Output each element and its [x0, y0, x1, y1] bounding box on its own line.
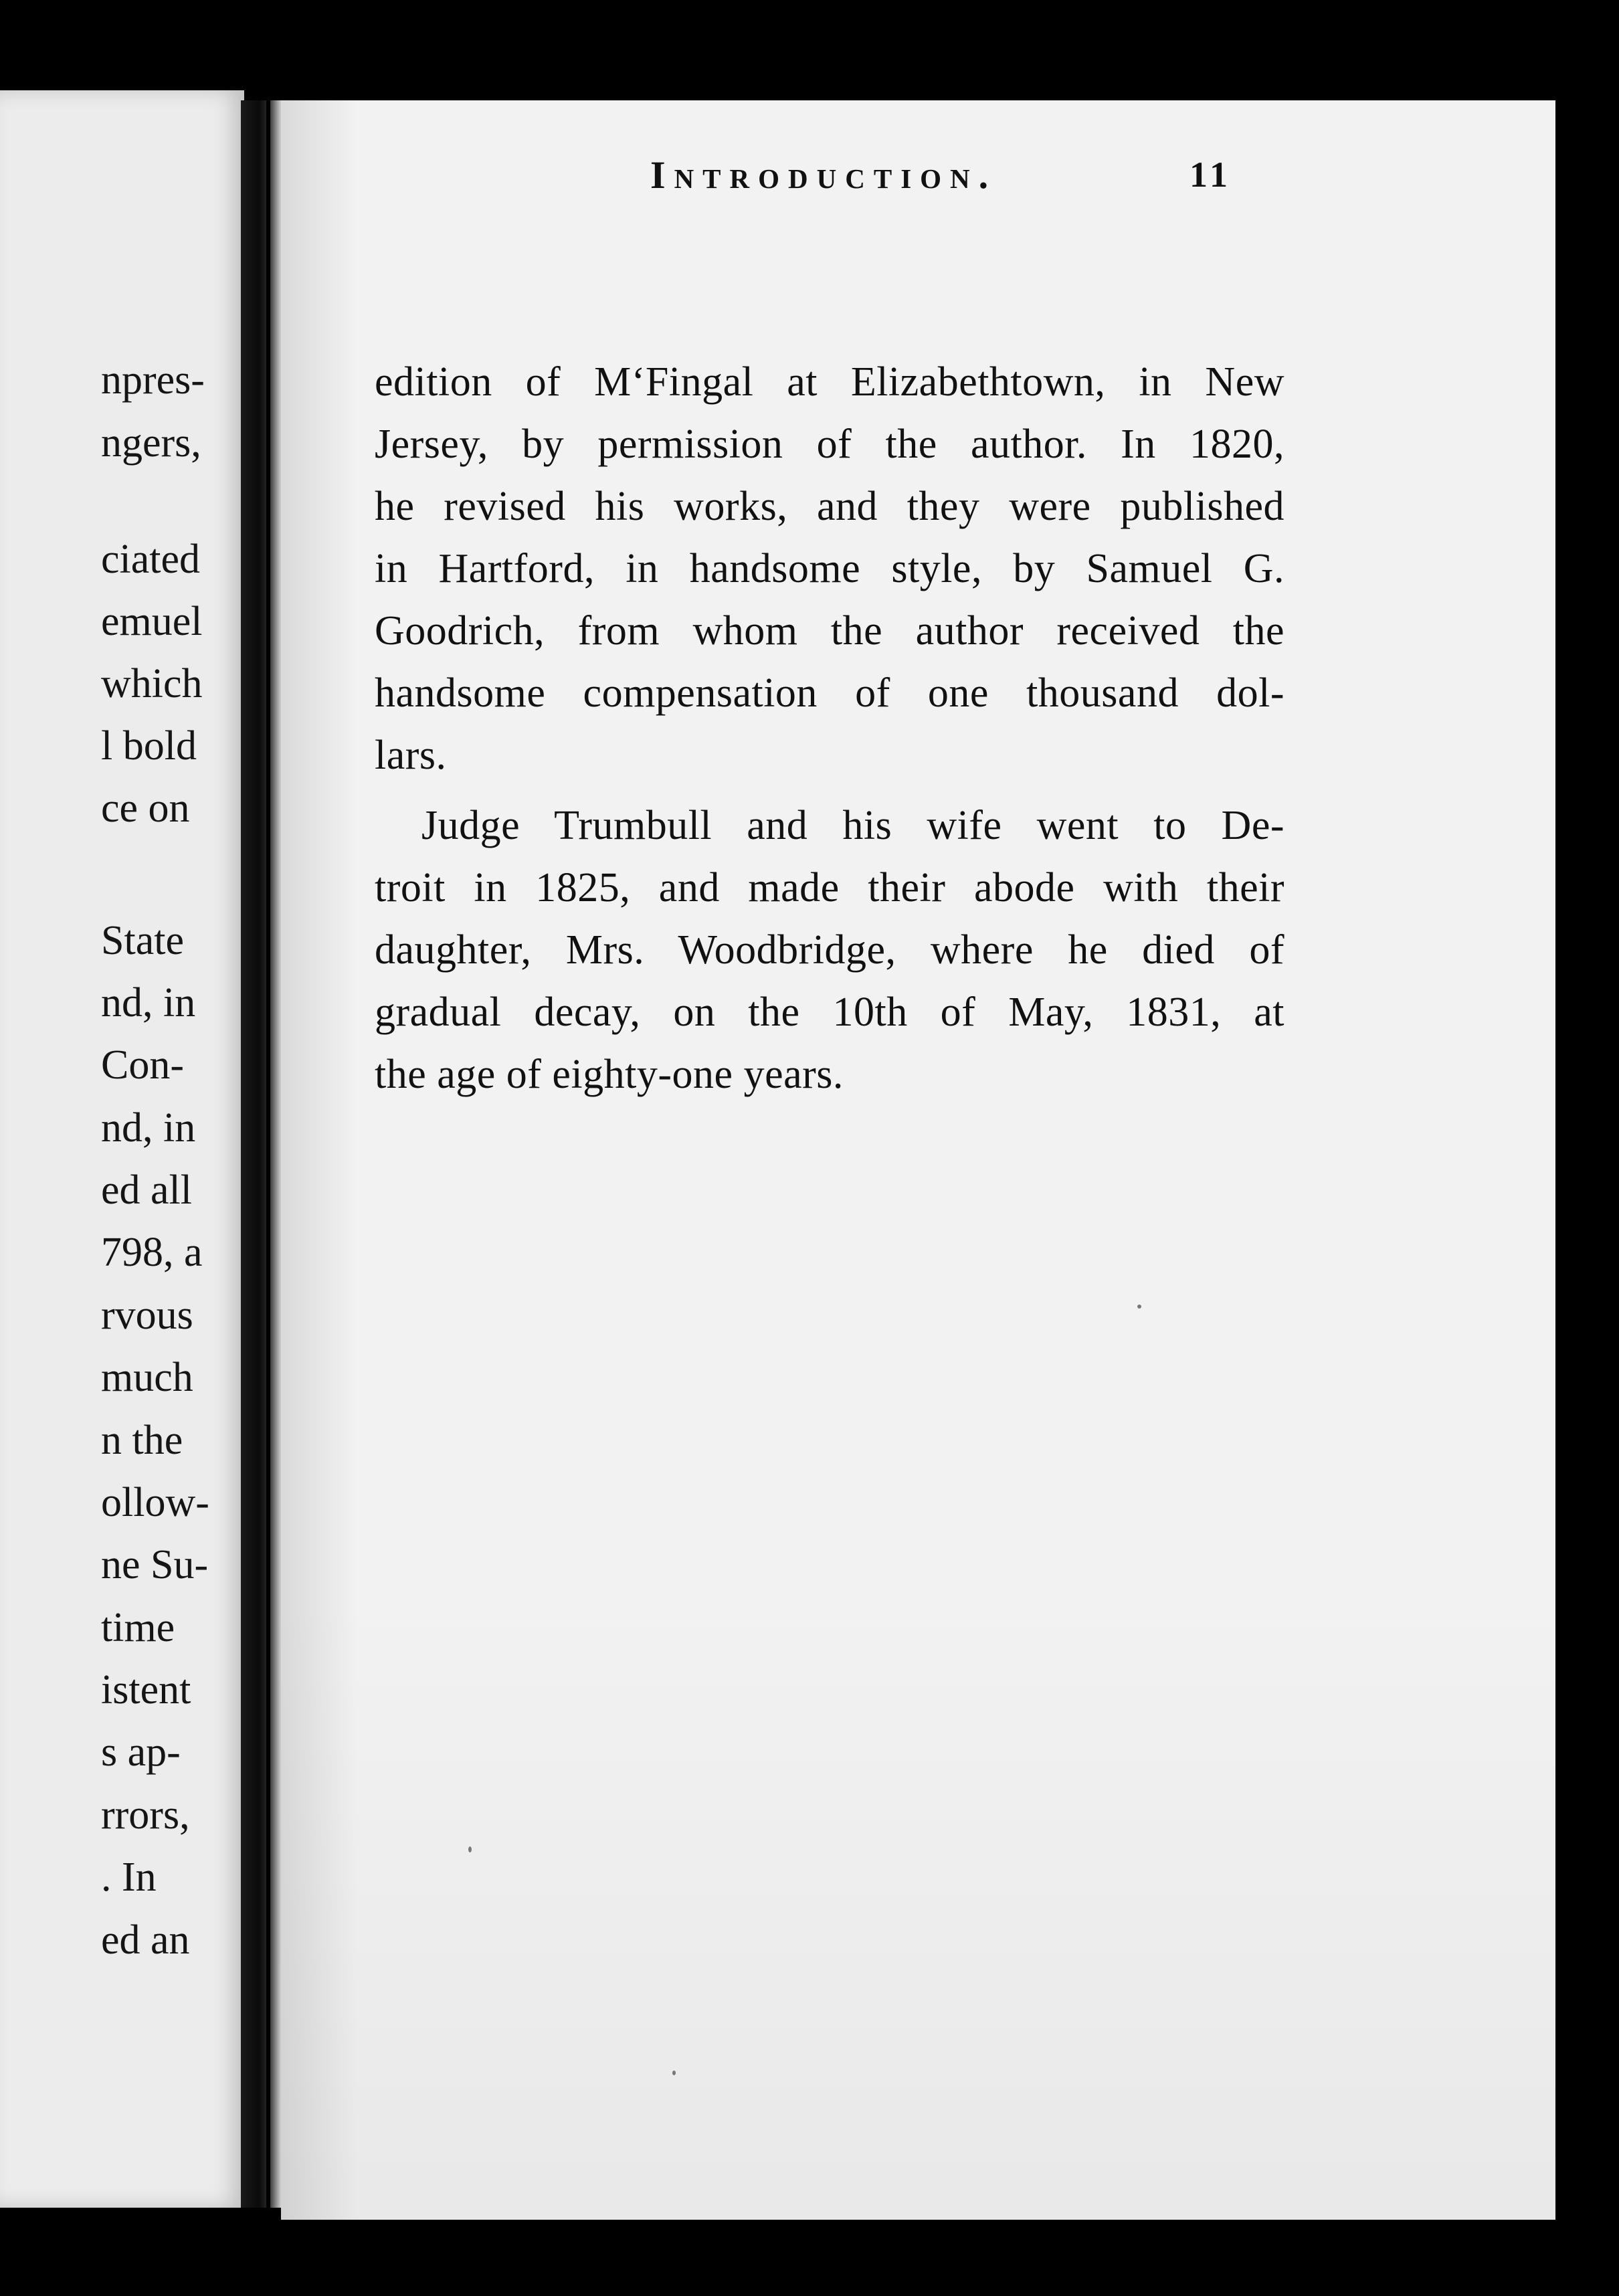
previous-page-line: State	[101, 918, 184, 963]
previous-page-line: which	[101, 661, 203, 706]
previous-page-line: Con-	[101, 1042, 184, 1088]
text-line: edition of M‘Fingal at Elizabethtown, in New	[375, 359, 1284, 405]
running-title: Introduction.	[650, 153, 997, 197]
previous-page-line: ne Su-	[101, 1542, 209, 1588]
text-line: gradual decay, on the 10th of May, 1831, at	[375, 989, 1284, 1035]
previous-page-line: n the	[101, 1418, 183, 1463]
previous-page-line: rrors,	[101, 1792, 190, 1838]
previous-page-line: time	[101, 1605, 175, 1650]
previous-page-line: much	[101, 1355, 193, 1400]
text-line: lars.	[375, 733, 447, 778]
spine-shadow-line	[266, 100, 270, 2208]
previous-page-line: ed an	[101, 1917, 190, 1963]
text-line: the age of eighty-one years.	[375, 1052, 844, 1097]
paper-speck	[1137, 1305, 1141, 1309]
text-line: daughter, Mrs. Woodbridge, where he died of	[375, 927, 1284, 973]
previous-page-line: ciated	[101, 537, 201, 582]
previous-page-line: ollow-	[101, 1480, 209, 1525]
previous-page-line: s ap-	[101, 1729, 181, 1775]
previous-page-line: l bold	[101, 723, 197, 769]
running-head	[365, 153, 1274, 206]
paper-speck	[468, 1846, 472, 1852]
text-line: troit in 1825, and made their abode with their	[375, 865, 1284, 911]
previous-page-line: ngers,	[101, 420, 201, 466]
previous-page-line: ce on	[101, 785, 190, 831]
book-gutter	[241, 100, 281, 2208]
previous-page-line: nd, in	[101, 980, 196, 1026]
text-line: he revised his works, and they were published	[375, 484, 1284, 529]
previous-page-line: npres-	[101, 357, 205, 403]
paper-speck	[672, 2071, 676, 2075]
previous-page-line: ed all	[101, 1167, 192, 1213]
text-line: in Hartford, in handsome style, by Samuel G.	[375, 546, 1284, 591]
text-line: handsome compensation of one thousand dol-	[375, 670, 1284, 716]
previous-page-line: nd, in	[101, 1105, 196, 1151]
text-line: Judge Trumbull and his wife went to De-	[421, 803, 1284, 848]
previous-page-line: rvous	[101, 1293, 193, 1338]
previous-page-line: istent	[101, 1667, 191, 1713]
text-line: Jersey, by permission of the author. In 1820,	[375, 421, 1284, 467]
previous-page-line: 798, a	[101, 1230, 203, 1275]
previous-page	[0, 90, 244, 2208]
current-page	[281, 100, 1555, 2220]
text-line: Goodrich, from whom the author received the	[375, 608, 1284, 654]
page-number: 11	[1189, 155, 1232, 195]
previous-page-line: . In	[101, 1854, 157, 1900]
previous-page-line: emuel	[101, 599, 203, 644]
